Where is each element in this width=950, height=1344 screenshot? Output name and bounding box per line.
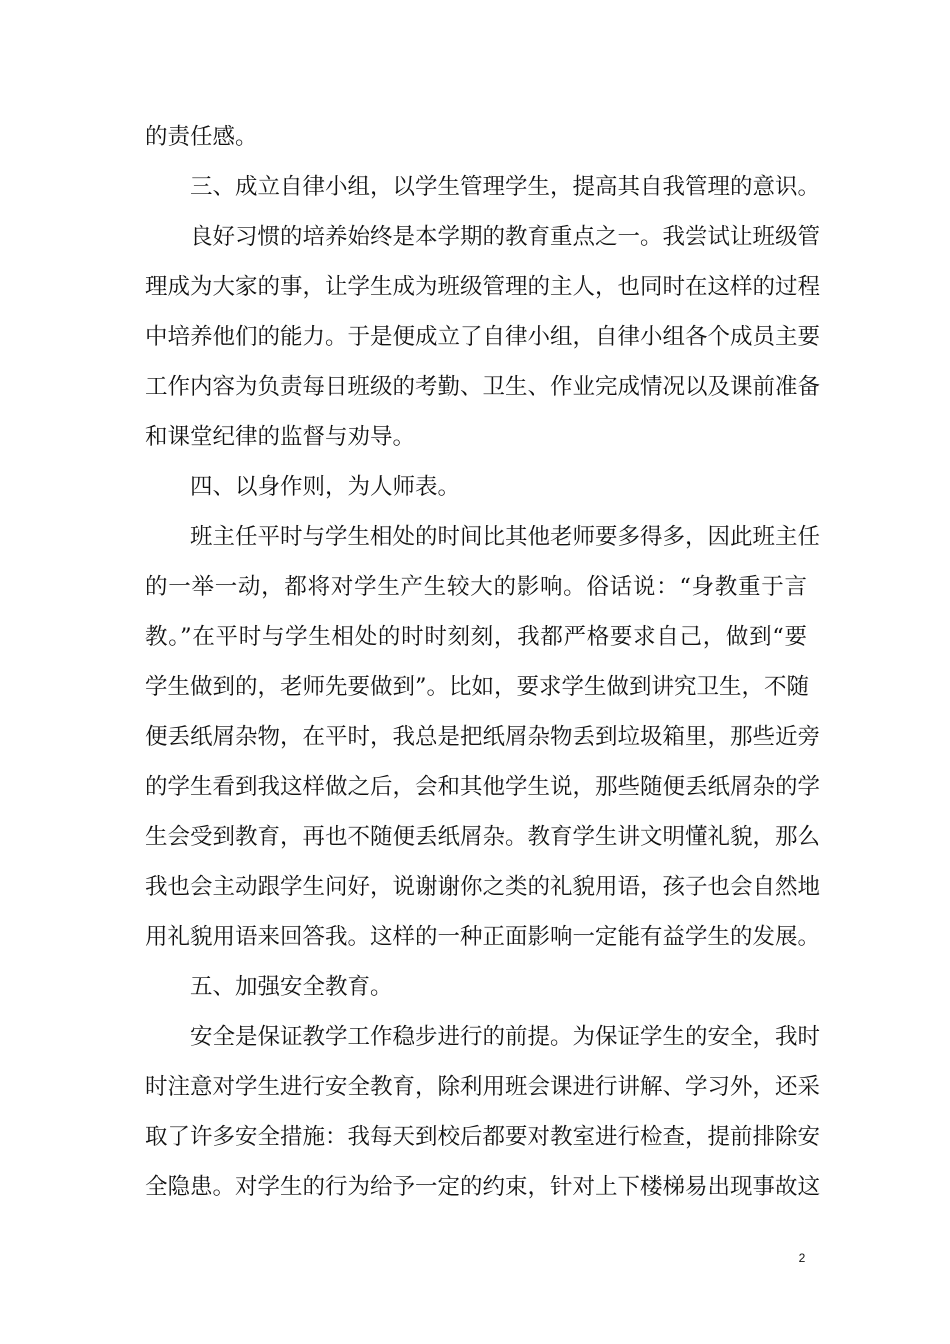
text-line: 良好习惯的培养始终是本学期的教育重点之一。我尝试让班级管 <box>190 224 821 250</box>
text-line: 便丢纸屑杂物，在平时，我总是把纸屑杂物丢到垃圾箱里，那些近旁 <box>145 724 821 750</box>
text-line: 学生做到的，老师先要做到”。比如，要求学生做到讲究卫生，不随 <box>145 674 810 700</box>
text-line: 五、加强安全教育。 <box>190 974 393 1000</box>
text-line: 全隐患。对学生的行为给予一定的约束，针对上下楼梯易出现事故这 <box>145 1174 821 1200</box>
text-line: 生会受到教育，再也不随便丢纸屑杂。教育学生讲文明懂礼貌，那么 <box>145 824 821 850</box>
text-line: 工作内容为负责每日班级的考勤、卫生、作业完成情况以及课前准备 <box>145 374 821 400</box>
text-line: 的学生看到我这样做之后，会和其他学生说，那些随便丢纸屑杂的学 <box>145 774 821 800</box>
text-line: 和课堂纪律的监督与劝导。 <box>145 424 416 450</box>
text-line: 取了许多安全措施：我每天到校后都要对教室进行检查，提前排除安 <box>145 1124 821 1150</box>
page-number: 2 <box>798 1251 806 1265</box>
text-line: 三、成立自律小组，以学生管理学生，提高其自我管理的意识。 <box>190 174 821 200</box>
text-line: 中培养他们的能力。于是便成立了自律小组，自律小组各个成员主要 <box>145 324 821 350</box>
text-line: 时注意对学生进行安全教育，除利用班会课进行讲解、学习外，还采 <box>145 1074 821 1100</box>
text-line: 四、以身作则，为人师表。 <box>190 474 461 500</box>
text-line: 理成为大家的事，让学生成为班级管理的主人，也同时在这样的过程 <box>145 274 821 300</box>
text-line: 的一举一动，都将对学生产生较大的影响。俗话说：“身教重于言 <box>145 574 807 600</box>
text-line: 班主任平时与学生相处的时间比其他老师要多得多，因此班主任 <box>190 524 821 550</box>
text-line: 的责任感。 <box>145 124 258 150</box>
text-line: 教。”在平时与学生相处的时时刻刻，我都严格要求自己，做到“要 <box>145 624 807 650</box>
document-body <box>145 112 821 1212</box>
text-line: 安全是保证教学工作稳步进行的前提。为保证学生的安全，我时 <box>190 1024 821 1050</box>
text-line: 我也会主动跟学生问好，说谢谢你之类的礼貌用语，孩子也会自然地 <box>145 874 821 900</box>
text-line: 用礼貌用语来回答我。这样的一种正面影响一定能有益学生的发展。 <box>145 924 821 950</box>
